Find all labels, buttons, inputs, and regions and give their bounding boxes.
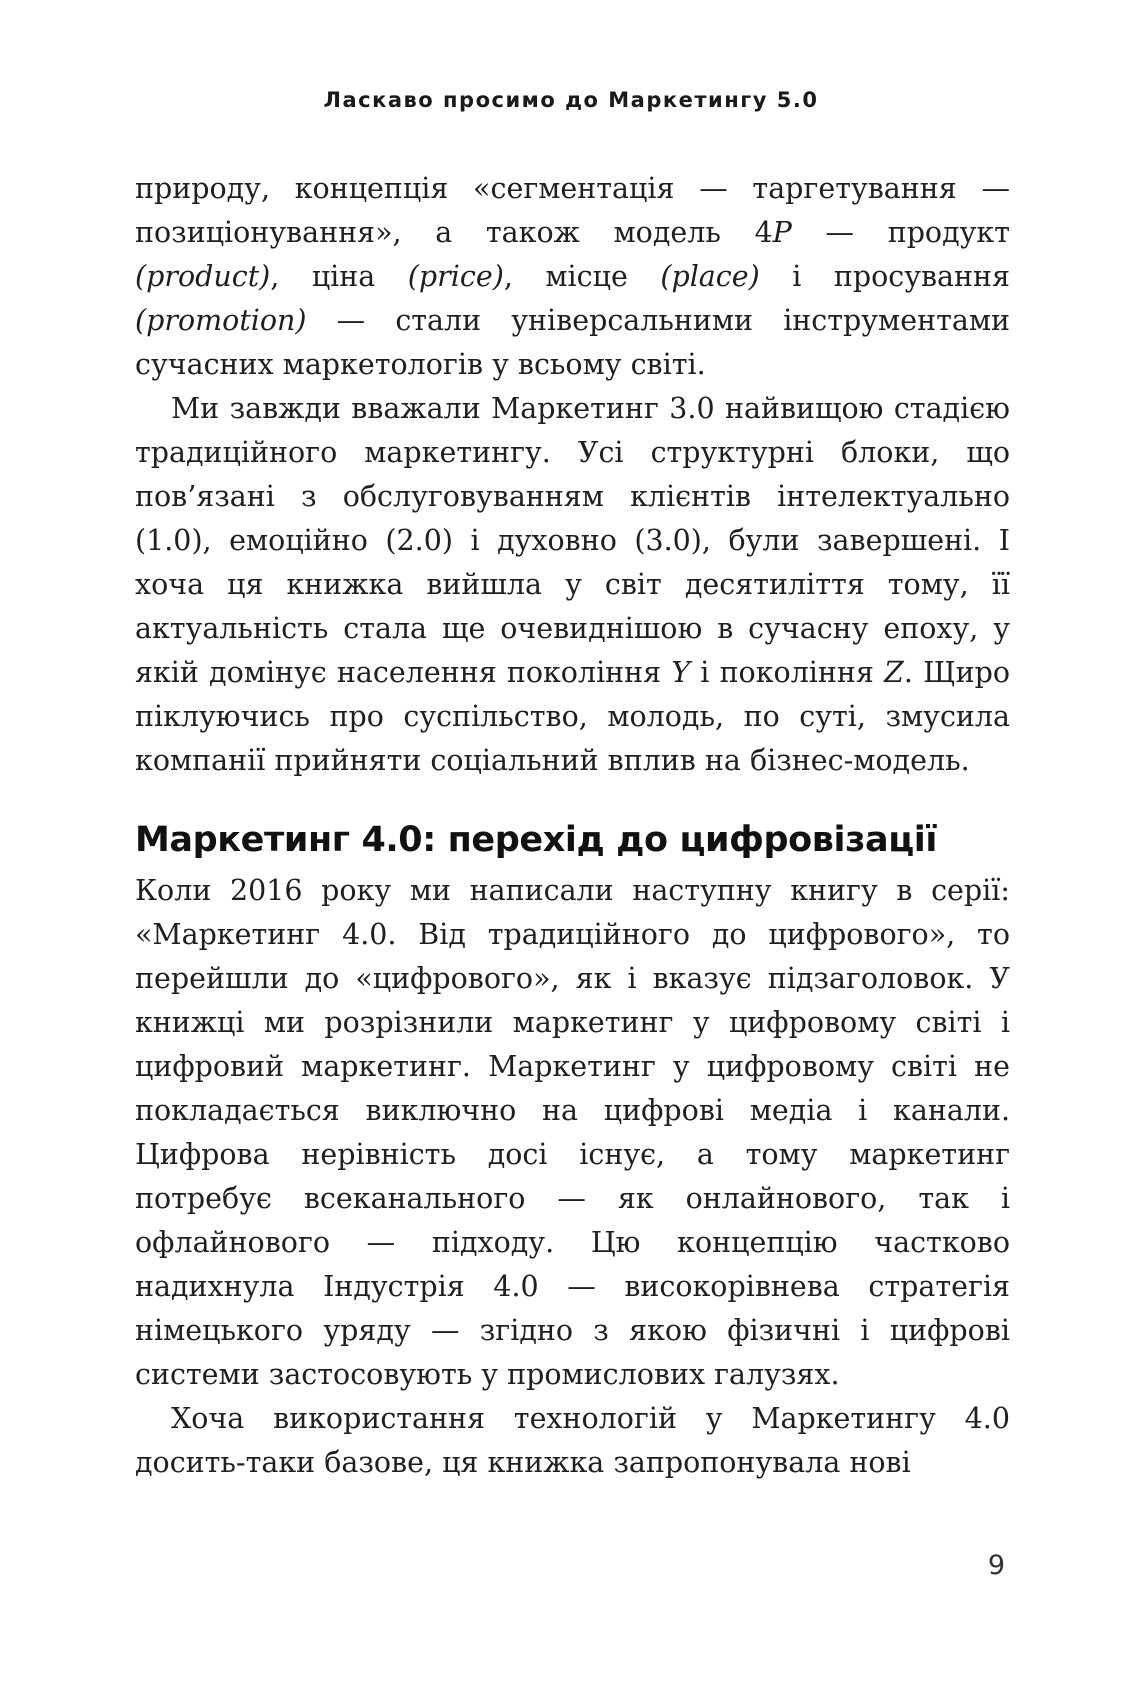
- running-header: Ласкаво просимо до Маркетингу 5.0: [323, 88, 819, 112]
- page-number: 9: [987, 1550, 1005, 1581]
- section-heading: Маркетинг 4.0: перехід до цифровізації: [135, 820, 938, 860]
- text-block-after-heading: [135, 869, 1010, 1485]
- paragraph-marketing-3: Ми завжди вважали Маркетинг 3.0 найвищою стадією традиційного маркетингу. Усі структурні блоки, що пов’язані з обслуговуванням клієнтів інтелектуально (1.0), емоційно (2.0) і духовно (3.0), були завершені. І хоча ця книжка вийшла у світ десятиліття тому, її актуальність стала ще очевиднішою в сучасну епоху, у якій домінує населення покоління Y і покоління Z. Щиро піклуючись про суспільство, молодь, по суті, змусила компанії прийняти соціальний вплив на бізнес-модель.: [135, 392, 1010, 777]
- paragraph-marketing-4: Коли 2016 року ми написали наступну книгу в серії: «Маркетинг 4.0. Від традиційного до цифрового», то перейшли до «цифрового», як і вказує підзаголовок. У книжці ми розрізнили маркетинг у цифровому світі і цифровий маркетинг. Маркетинг у цифровому світі не покладається виключно на цифрові медіа і канали. Цифрова нерівність досі існує, а тому маркетинг потребує всеканального — як онлайнового, так і офлайнового — підходу. Цю концепцію частково надихнула Індустрія 4.0 — високорівнева стратегія німецького уряду — згідно з якою фізичні і цифрові системи застосовують у промислових галузях.: [135, 874, 1010, 1391]
- paragraph-technologies: Хоча використання технологій у Маркетингу 4.0 досить-таки базове, ця книжка запропонувала нові: [135, 1402, 1010, 1479]
- paragraph-continuation: природу, концепція «сегментація — таргетування — позиціонування», а також модель 4P — продукт (product), ціна (price), місце (place) і просування (promotion) — стали універсальними інструментами сучасних маркетологів у всьому світі.: [135, 172, 1010, 381]
- text-block-before-heading: [135, 167, 1010, 783]
